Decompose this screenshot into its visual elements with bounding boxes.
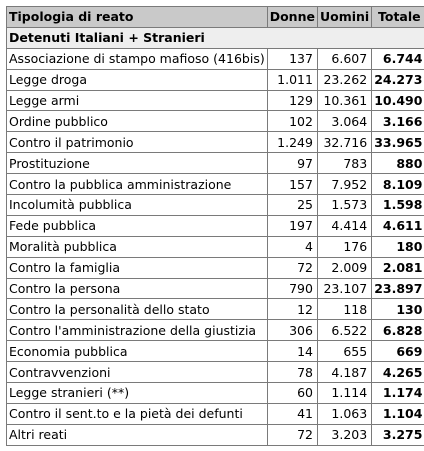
crime-type-cell: Contro il patrimonio	[7, 132, 268, 153]
header-men: Uomini	[317, 7, 371, 28]
men-count-cell: 6.522	[317, 320, 371, 341]
women-count-cell: 1.249	[267, 132, 317, 153]
women-count-cell: 790	[267, 278, 317, 299]
table-row	[7, 215, 424, 236]
table-row	[7, 90, 424, 111]
women-count-cell: 72	[267, 424, 317, 445]
crime-type-cell: Legge droga	[7, 69, 268, 90]
total-count-cell: 180	[372, 236, 424, 257]
women-count-cell: 1.011	[267, 69, 317, 90]
women-count-cell: 14	[267, 341, 317, 362]
crime-type-cell: Legge armi	[7, 90, 268, 111]
table-row	[7, 278, 424, 299]
men-count-cell: 23.262	[317, 69, 371, 90]
men-count-cell: 783	[317, 153, 371, 174]
women-count-cell: 129	[267, 90, 317, 111]
total-count-cell: 3.275	[372, 424, 424, 445]
total-count-cell: 669	[372, 341, 424, 362]
section-title: Detenuti Italiani + Stranieri	[7, 27, 424, 48]
section-row	[7, 27, 424, 48]
total-count-cell: 130	[372, 299, 424, 320]
total-count-cell: 8.109	[372, 174, 424, 195]
men-count-cell: 3.064	[317, 111, 371, 132]
women-count-cell: 102	[267, 111, 317, 132]
crime-type-cell: Contro la famiglia	[7, 257, 268, 278]
men-count-cell: 176	[317, 236, 371, 257]
table-row	[7, 299, 424, 320]
women-count-cell: 97	[267, 153, 317, 174]
men-count-cell: 23.107	[317, 278, 371, 299]
total-count-cell: 4.611	[372, 215, 424, 236]
men-count-cell: 4.414	[317, 215, 371, 236]
men-count-cell: 655	[317, 341, 371, 362]
men-count-cell: 1.114	[317, 383, 371, 404]
men-count-cell: 118	[317, 299, 371, 320]
crime-type-cell: Prostituzione	[7, 153, 268, 174]
women-count-cell: 306	[267, 320, 317, 341]
women-count-cell: 4	[267, 236, 317, 257]
men-count-cell: 1.573	[317, 195, 371, 216]
crime-type-cell: Contro l'amministrazione della giustizia	[7, 320, 268, 341]
crime-type-cell: Altri reati	[7, 424, 268, 445]
crime-type-cell: Incolumità pubblica	[7, 195, 268, 216]
total-count-cell: 1.598	[372, 195, 424, 216]
table-row	[7, 48, 424, 69]
men-count-cell: 7.952	[317, 174, 371, 195]
crime-type-cell: Contro la pubblica amministrazione	[7, 174, 268, 195]
women-count-cell: 137	[267, 48, 317, 69]
total-count-cell: 6.828	[372, 320, 424, 341]
table-row	[7, 153, 424, 174]
women-count-cell: 12	[267, 299, 317, 320]
total-count-cell: 23.897	[372, 278, 424, 299]
crime-statistics-table	[6, 6, 424, 446]
crime-type-cell: Legge stranieri (**)	[7, 383, 268, 404]
crime-type-cell: Contro la persona	[7, 278, 268, 299]
total-count-cell: 24.273	[372, 69, 424, 90]
crime-table-container	[6, 6, 424, 446]
total-count-cell: 1.104	[372, 403, 424, 424]
men-count-cell: 2.009	[317, 257, 371, 278]
women-count-cell: 60	[267, 383, 317, 404]
header-crime-type: Tipologia di reato	[7, 7, 268, 28]
men-count-cell: 3.203	[317, 424, 371, 445]
men-count-cell: 1.063	[317, 403, 371, 424]
header-total: Totale	[372, 7, 424, 28]
total-count-cell: 4.265	[372, 362, 424, 383]
header-row	[7, 7, 424, 28]
crime-type-cell: Contravvenzioni	[7, 362, 268, 383]
total-count-cell: 10.490	[372, 90, 424, 111]
header-women: Donne	[267, 7, 317, 28]
table-row	[7, 424, 424, 445]
crime-type-cell: Moralità pubblica	[7, 236, 268, 257]
crime-type-cell: Fede pubblica	[7, 215, 268, 236]
women-count-cell: 25	[267, 195, 317, 216]
table-row	[7, 341, 424, 362]
crime-type-cell: Contro il sent.to e la pietà dei defunti	[7, 403, 268, 424]
table-row	[7, 111, 424, 132]
men-count-cell: 10.361	[317, 90, 371, 111]
women-count-cell: 157	[267, 174, 317, 195]
table-row	[7, 174, 424, 195]
crime-type-cell: Contro la personalità dello stato	[7, 299, 268, 320]
crime-type-cell: Ordine pubblico	[7, 111, 268, 132]
women-count-cell: 72	[267, 257, 317, 278]
total-count-cell: 3.166	[372, 111, 424, 132]
table-row	[7, 69, 424, 90]
table-row	[7, 195, 424, 216]
total-count-cell: 1.174	[372, 383, 424, 404]
crime-type-cell: Economia pubblica	[7, 341, 268, 362]
women-count-cell: 197	[267, 215, 317, 236]
table-row	[7, 403, 424, 424]
table-row	[7, 320, 424, 341]
table-row	[7, 383, 424, 404]
women-count-cell: 78	[267, 362, 317, 383]
total-count-cell: 6.744	[372, 48, 424, 69]
crime-type-cell: Associazione di stampo mafioso (416bis)	[7, 48, 268, 69]
total-count-cell: 880	[372, 153, 424, 174]
table-row	[7, 132, 424, 153]
table-row	[7, 257, 424, 278]
women-count-cell: 41	[267, 403, 317, 424]
total-count-cell: 2.081	[372, 257, 424, 278]
men-count-cell: 6.607	[317, 48, 371, 69]
table-row	[7, 236, 424, 257]
men-count-cell: 32.716	[317, 132, 371, 153]
table-row	[7, 362, 424, 383]
men-count-cell: 4.187	[317, 362, 371, 383]
total-count-cell: 33.965	[372, 132, 424, 153]
